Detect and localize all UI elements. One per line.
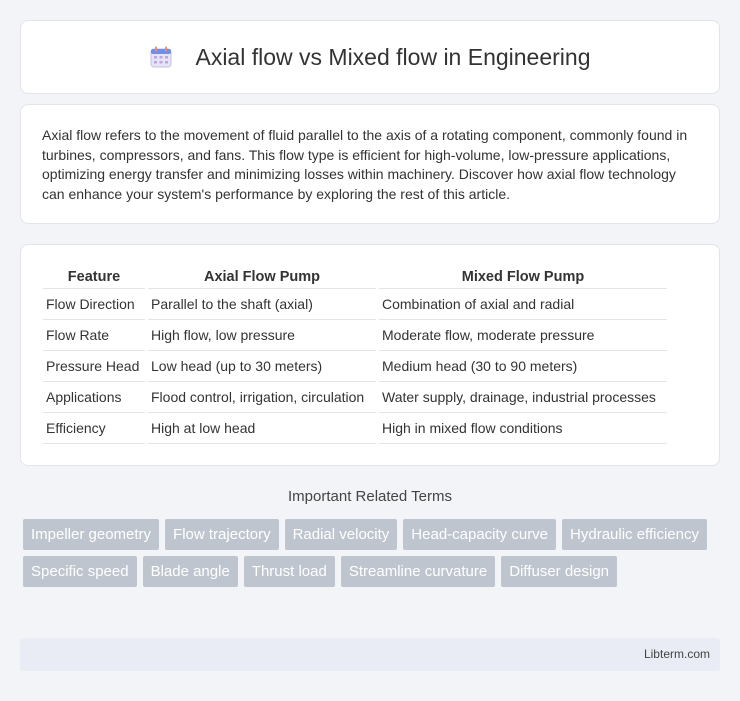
table-cell: Flood control, irrigation, circulation <box>148 382 376 413</box>
column-header: Feature <box>43 265 145 289</box>
page-title: Axial flow vs Mixed flow in Engineering <box>195 43 591 70</box>
header-card <box>20 20 720 94</box>
related-terms-list <box>23 519 723 593</box>
table-cell: Efficiency <box>43 413 145 444</box>
table-cell: Flow Rate <box>43 320 145 351</box>
term-tag[interactable]: Hydraulic efficiency <box>562 519 707 550</box>
table-cell: Parallel to the shaft (axial) <box>148 289 376 320</box>
column-header: Axial Flow Pump <box>148 265 376 289</box>
term-tag[interactable]: Impeller geometry <box>23 519 159 550</box>
table-row <box>43 382 667 413</box>
table-cell: Applications <box>43 382 145 413</box>
table-cell: Pressure Head <box>43 351 145 382</box>
table-header-row <box>43 265 667 289</box>
related-terms-title: Important Related Terms <box>288 488 452 505</box>
footer-site-link[interactable]: Libterm.com <box>643 647 710 661</box>
intro-text: Axial flow refers to the movement of fluid parallel to the axis of a rotating component, commonly found in turbines, compressors, and fans. This flow type is efficient for high-volume, low-pressure applications, optimizing energy transfer and minimizing losses within machinery. Discover how axial flow technology can enhance your system's performance by exploring the rest of this article. <box>42 127 688 202</box>
table-row <box>43 413 667 444</box>
term-tag[interactable]: Flow trajectory <box>165 519 279 550</box>
table-row <box>43 320 667 351</box>
table-cell: High in mixed flow conditions <box>379 413 667 444</box>
table-cell: Medium head (30 to 90 meters) <box>379 351 667 382</box>
table-row <box>43 351 667 382</box>
comparison-table <box>40 265 670 444</box>
table-cell: Moderate flow, moderate pressure <box>379 320 667 351</box>
intro-card <box>20 104 720 224</box>
table-cell: Water supply, drainage, industrial processes <box>379 382 667 413</box>
footer <box>20 638 720 671</box>
table-cell: High at low head <box>148 413 376 444</box>
term-tag[interactable]: Head-capacity curve <box>403 519 556 550</box>
term-tag[interactable]: Streamline curvature <box>341 556 495 587</box>
term-tag[interactable]: Blade angle <box>143 556 238 587</box>
term-tag[interactable]: Radial velocity <box>285 519 398 550</box>
table-cell: Flow Direction <box>43 289 145 320</box>
column-header: Mixed Flow Pump <box>379 265 667 289</box>
calendar-icon <box>149 45 173 69</box>
table-cell: Low head (up to 30 meters) <box>148 351 376 382</box>
term-tag[interactable]: Diffuser design <box>501 556 617 587</box>
table-cell: High flow, low pressure <box>148 320 376 351</box>
comparison-table-card <box>20 244 720 466</box>
term-tag[interactable]: Specific speed <box>23 556 137 587</box>
table-row <box>43 289 667 320</box>
term-tag[interactable]: Thrust load <box>244 556 335 587</box>
table-cell: Combination of axial and radial <box>379 289 667 320</box>
